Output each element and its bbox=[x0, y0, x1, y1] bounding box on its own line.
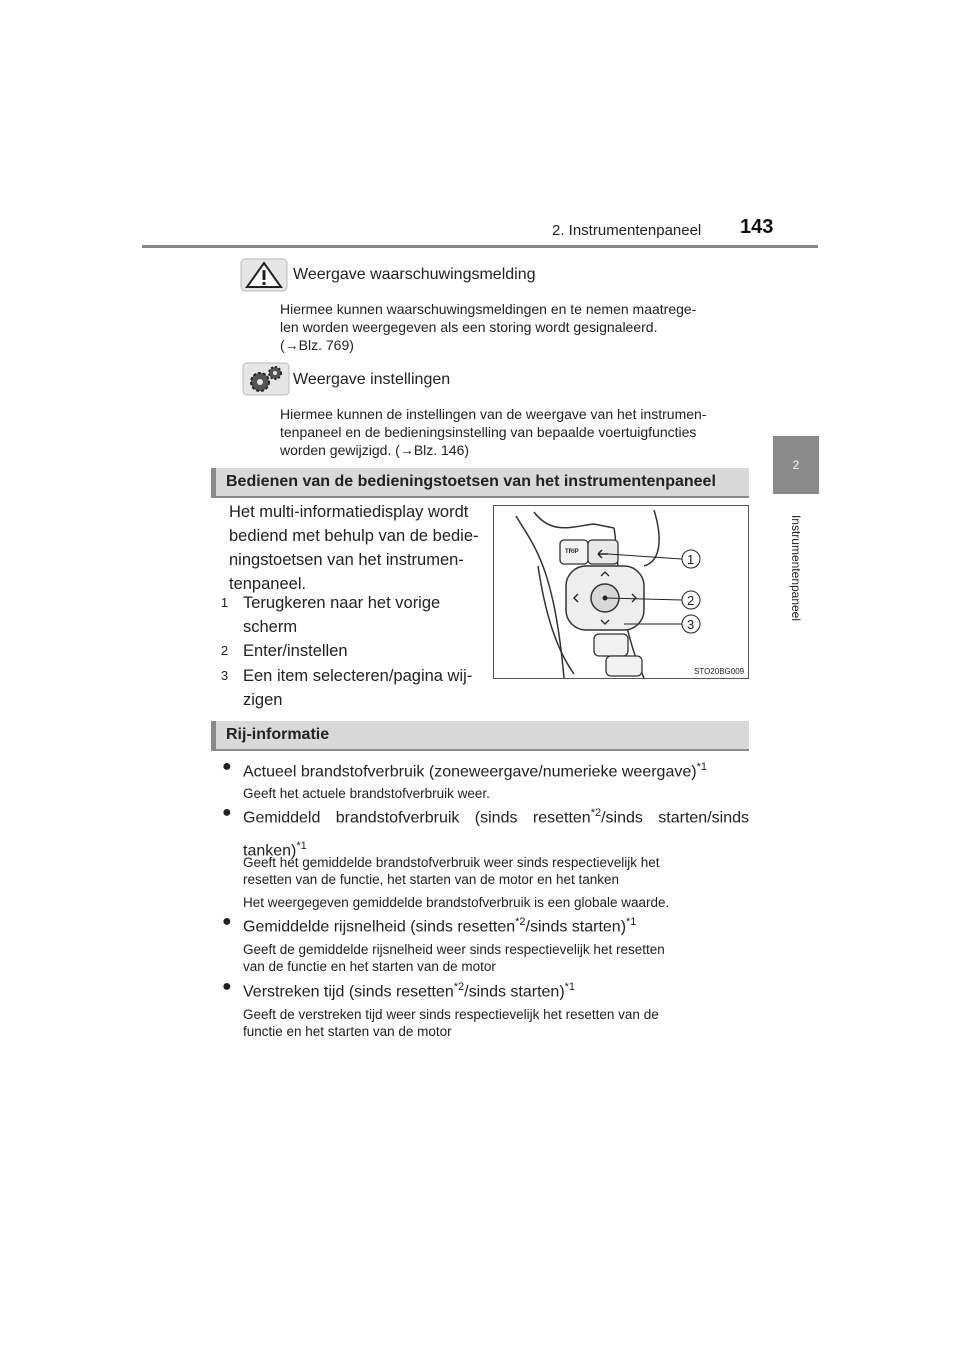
entry-description: Hiermee kunnen de instellingen van de weergave van het instrumen- tenpaneel en de bedieningsinstelling van bepaalde voertuigfuncties worden gewijzigd. (→Blz. 146) bbox=[280, 406, 707, 458]
page-number: 143 bbox=[740, 216, 774, 238]
item-number: 1 bbox=[220, 595, 229, 610]
bullet-item: ● Gemiddelde rijsnelheid (sinds resetten$^{*2}$/sinds starten)$^{*1}$ bbox=[222, 910, 749, 939]
bullet-item: ● Gemiddeld brandstofverbruik (sinds resetten$^{*2}$/sinds starten/sinds tanken)$^{*1}$ bbox=[222, 801, 749, 864]
item-number: 2 bbox=[220, 643, 229, 658]
intro-paragraph: Het multi-informatiedisplay wordt bediend met behulp van de bedie- ningstoetsen van het instrumen- tenpaneel. bbox=[229, 503, 479, 593]
steering-switch-illustration bbox=[493, 505, 749, 679]
bullet-description: Geeft de gemiddelde rijsnelheid weer sinds respectievelijk het resetten van de functie en het starten van de motor bbox=[243, 942, 665, 974]
entry-title: Weergave instellingen bbox=[293, 371, 451, 388]
bullet-item: ● Verstreken tijd (sinds resetten$^{*2}$/sinds starten)$^{*1}$ bbox=[222, 975, 749, 1004]
bullet-icon: ● bbox=[222, 804, 232, 821]
section-heading: Rij-informatie bbox=[211, 721, 749, 749]
bullet-description: Geeft het actuele brandstofverbruik weer. bbox=[243, 786, 490, 801]
bullet-icon: ● bbox=[222, 758, 232, 775]
callout-3: 3 bbox=[687, 617, 695, 632]
gears-icon bbox=[242, 362, 290, 396]
entry-title: Weergave waarschuwingsmelding bbox=[293, 266, 536, 283]
section-title: 2. Instrumentenpaneel bbox=[552, 222, 702, 239]
section-underline bbox=[211, 749, 749, 751]
chapter-tab[interactable]: 2 bbox=[773, 436, 819, 494]
chapter-label: Instrumentenpaneel bbox=[789, 514, 803, 622]
numbered-item: 1 Terugkeren naar het vorige scherm bbox=[218, 591, 480, 639]
callout-1: 1 bbox=[687, 552, 695, 567]
numbered-item: 2 Enter/instellen bbox=[218, 639, 480, 663]
trip-button-label: TRIP bbox=[565, 549, 579, 555]
bullet-icon: ● bbox=[222, 913, 232, 930]
bullet-item: ● Actueel brandstofverbruik (zoneweergave/numerieke weergave)$^{*1}$ bbox=[222, 755, 749, 784]
bullet-description: Geeft de verstreken tijd weer sinds respectievelijk het resetten van de functie en het starten van de motor bbox=[243, 1007, 659, 1039]
numbered-item: 3 Een item selecteren/pagina wij- zigen bbox=[218, 664, 480, 712]
figure-code: STO20BG009 bbox=[694, 667, 745, 676]
callout-2: 2 bbox=[687, 593, 695, 608]
section-heading: Bedienen van de bedieningstoetsen van het instrumentenpaneel bbox=[211, 468, 749, 496]
section-underline bbox=[211, 496, 749, 498]
header-divider bbox=[142, 245, 818, 248]
item-number: 3 bbox=[220, 668, 229, 683]
entry-description: Hiermee kunnen waarschuwingsmeldingen en te nemen maatrege- len worden weergegeven als een storing wordt gesignaleerd. (→Blz. 769) bbox=[280, 301, 697, 353]
bullet-icon: ● bbox=[222, 978, 232, 995]
bullet-description: Geeft het gemiddelde brandstofverbruik weer sinds respectievelijk het resetten van de functie, het starten van de motor en het tanken bbox=[243, 855, 660, 887]
warning-triangle-icon bbox=[240, 258, 288, 292]
bullet-description: Het weergegeven gemiddelde brandstofverbruik is een globale waarde. bbox=[243, 895, 670, 910]
